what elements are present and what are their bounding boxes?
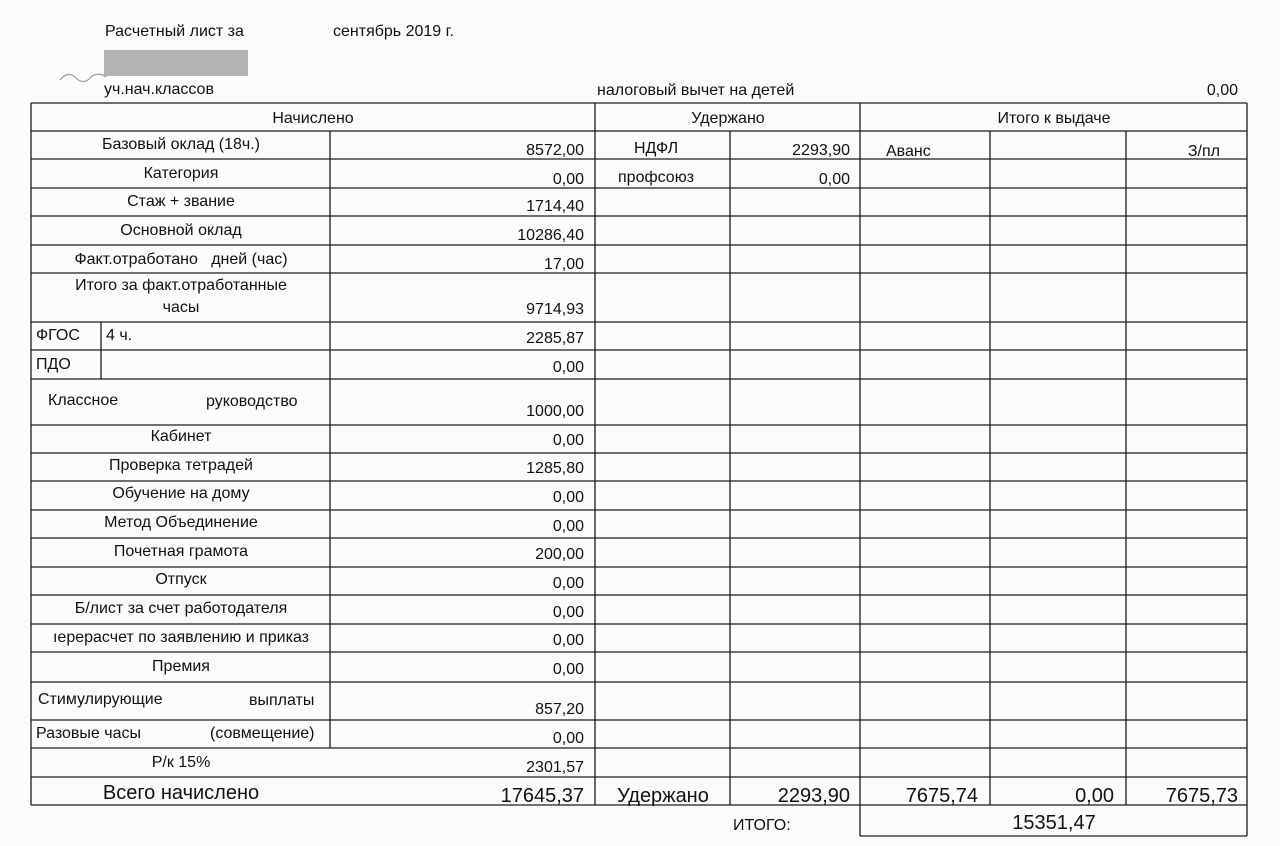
accrual-label: Итого за факт.отработанные	[75, 277, 287, 294]
accrual-value: 0,00	[552, 604, 584, 621]
accrual-sublabel: 4 ч.	[106, 327, 133, 344]
accrual-label: Базовый оклад (18ч.)	[102, 136, 260, 153]
grand-total-label: ИТОГО:	[733, 817, 791, 834]
deduction-value: 0,00	[818, 171, 850, 188]
accrual-label: Р/к 15%	[151, 754, 211, 771]
accrual-value: 0,00	[552, 661, 584, 678]
accrual-value: 0,00	[552, 359, 584, 376]
accrual-value: 0,00	[552, 171, 584, 188]
grand-total-value: 15351,47	[1012, 812, 1096, 834]
redacted-name	[104, 50, 248, 76]
accrual-value: 0,00	[552, 575, 584, 592]
accrual-value: 1285,80	[526, 460, 584, 477]
accrual-label: Б/лист за счет работодателя	[74, 600, 288, 617]
accrual-label: Кабинет	[150, 428, 212, 445]
accrued-header: Начислено	[272, 110, 354, 127]
accrual-label: ФГОС	[36, 327, 80, 344]
total-middle-value: 0,00	[1075, 785, 1114, 807]
accrual-value: 857,20	[535, 701, 584, 718]
deduction-label: НДФЛ	[634, 140, 679, 157]
accrual-label: ıерерасчет по заявлению и приказ	[52, 629, 309, 646]
total-accrued-value: 17645,37	[500, 785, 584, 807]
accrual-label-line2: (совмещение)	[210, 725, 315, 742]
accrual-value: 0,00	[552, 432, 584, 449]
withheld-header: Удержано	[691, 110, 765, 127]
accrual-label-line2: выплаты	[249, 692, 315, 709]
accrual-label: ПДО	[36, 356, 71, 373]
accrual-label: Классное	[48, 392, 119, 409]
accrual-label: Факт.отработано дней (час)	[74, 251, 288, 268]
accrual-label: Премия	[152, 658, 210, 675]
accrual-value: 0,00	[552, 489, 584, 506]
accrual-value: 0,00	[552, 518, 584, 535]
salary-label: З/пл	[1187, 143, 1220, 160]
accrual-label: Отпуск	[155, 571, 207, 588]
accrual-label-line2: руководство	[206, 393, 298, 410]
signature-mark	[58, 68, 108, 86]
accrual-label: Метод Объединение	[104, 514, 258, 531]
payout-header: Итого к выдаче	[997, 110, 1111, 127]
accrual-value: 2285,87	[526, 330, 584, 347]
period: сентябрь 2019 г.	[333, 23, 454, 40]
accrual-label: Проверка тетрадей	[109, 457, 253, 474]
accrual-value: 8572,00	[526, 142, 584, 159]
tax-deduction-label: налоговый вычет на детей	[597, 82, 795, 99]
deduction-value: 2293,90	[792, 142, 850, 159]
total-salary-value: 7675,73	[1165, 785, 1238, 807]
accrual-label: Почетная грамота	[113, 543, 249, 560]
accrual-label: Обучение на дому	[112, 485, 250, 502]
accrual-value: 1000,00	[526, 403, 584, 420]
deduction-label: профсоюз	[618, 169, 695, 186]
document-title: Расчетный лист за	[105, 23, 244, 40]
total-advance-value: 7675,74	[905, 785, 978, 807]
accrual-label: Стаж + звание	[127, 193, 235, 210]
accrual-label-line2: часы	[162, 299, 200, 316]
total-accrued-label: Всего начислено	[102, 782, 260, 804]
tax-deduction-value: 0,00	[1206, 82, 1238, 99]
accrual-value: 10286,40	[517, 227, 584, 244]
accrual-value: 9714,93	[526, 301, 584, 318]
accrual-label: Основной оклад	[120, 222, 242, 239]
accrual-value: 0,00	[552, 632, 584, 649]
total-withheld-label: Удержано	[617, 785, 709, 807]
advance-label: Аванс	[886, 143, 931, 160]
accrual-label: Категория	[143, 165, 219, 182]
accrual-value: 200,00	[535, 546, 584, 563]
accrual-value: 2301,57	[526, 759, 584, 776]
total-withheld-value: 2293,90	[777, 785, 850, 807]
accrual-value: 1714,40	[526, 198, 584, 215]
accrual-value: 0,00	[552, 730, 584, 747]
accrual-label: Стимулирующие	[38, 691, 163, 708]
position: уч.нач.классов	[104, 81, 214, 98]
accrual-label: Разовые часы	[36, 725, 141, 742]
accrual-value: 17,00	[543, 256, 584, 273]
